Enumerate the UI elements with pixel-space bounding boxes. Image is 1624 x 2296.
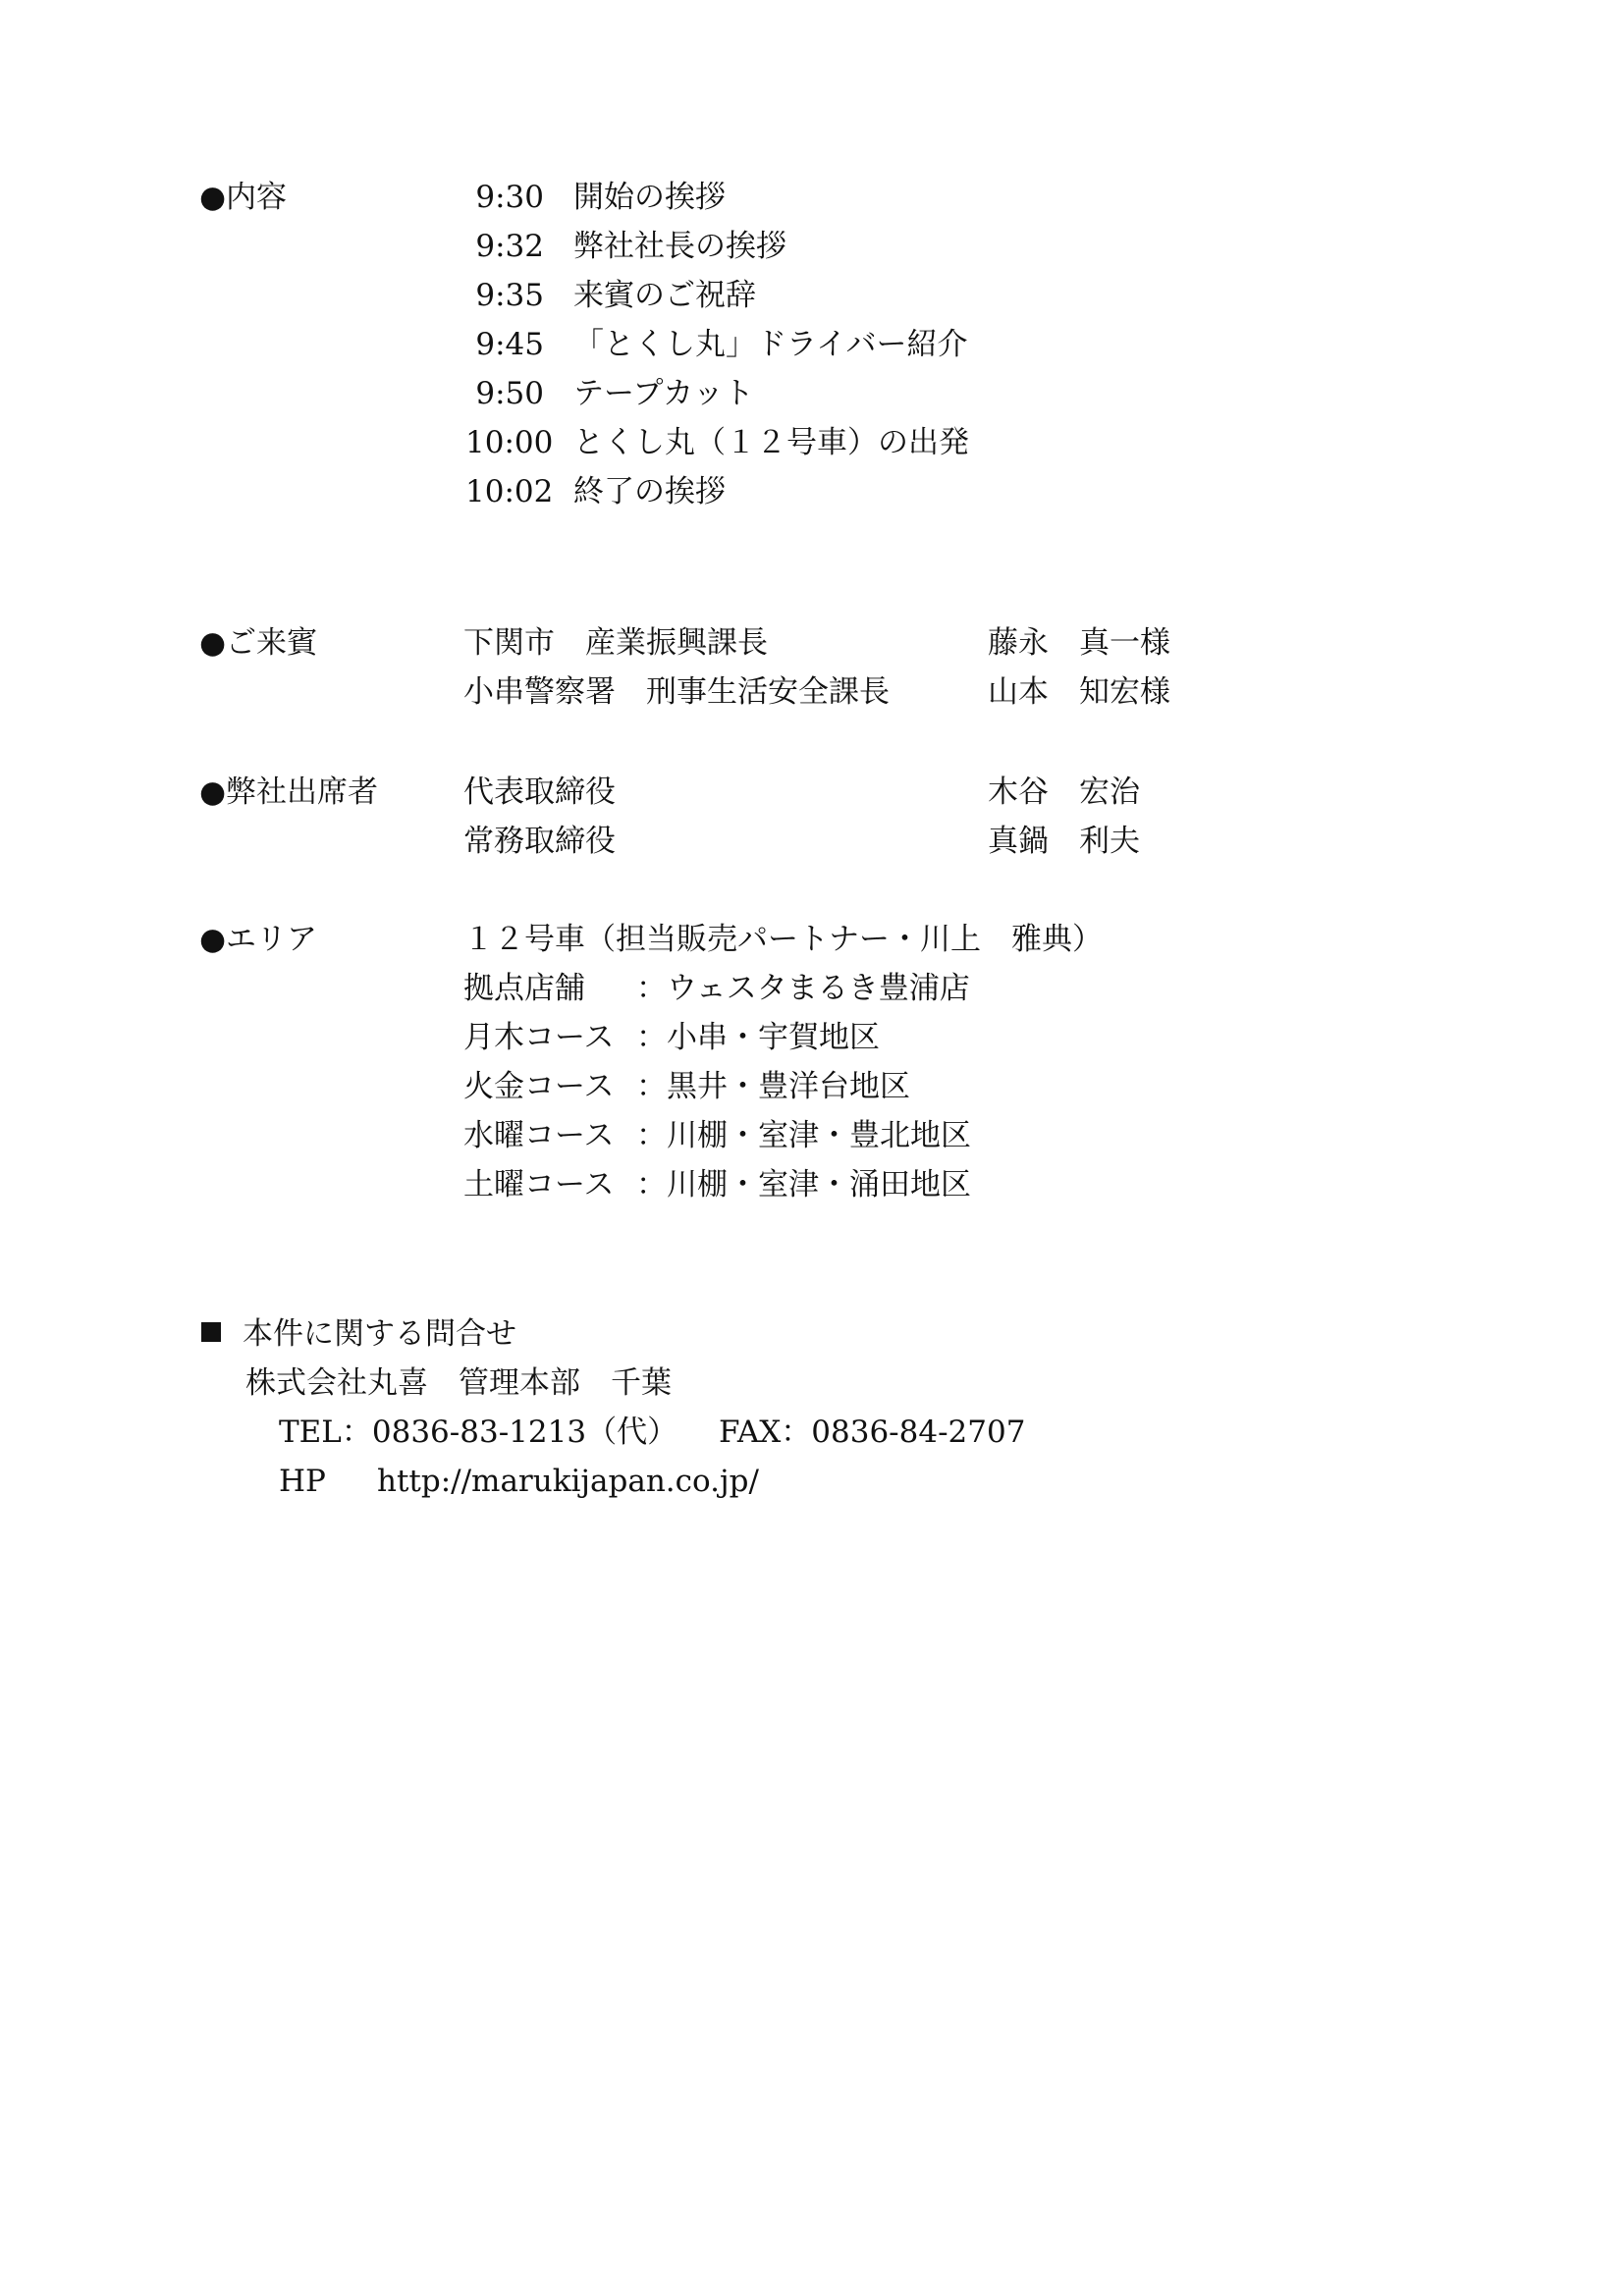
area-row-value: 川棚・室津・豊北地区 — [667, 1118, 971, 1153]
schedule-item — [465, 425, 969, 460]
schedule-item — [465, 376, 754, 411]
area-row-sep: ： — [636, 1167, 667, 1202]
area-row-value: 黒井・豊洋台地区 — [667, 1069, 910, 1104]
contact-hp-link[interactable]: http://marukijapan.co.jp/ — [377, 1464, 759, 1499]
schedule-text: とくし丸（１２号車）の出発 — [573, 425, 969, 460]
area-row-key: 月木コース — [463, 1020, 615, 1055]
area-row — [463, 1069, 910, 1104]
schedule-item — [465, 327, 968, 362]
schedule-text: 終了の挨拶 — [573, 474, 726, 509]
guests-label: ●ご来賓 — [199, 625, 318, 661]
schedule-item — [465, 180, 726, 215]
schedule-time: 10:02 — [465, 474, 554, 509]
area-row-sep: ： — [636, 1020, 667, 1055]
area-row-sep: ： — [636, 1118, 667, 1153]
area-row-sep: ： — [636, 1069, 667, 1104]
attendee-name: 木谷 宏治 — [988, 774, 1140, 810]
contact-tel: TEL：0836-83-1213（代） — [279, 1415, 678, 1450]
schedule-time: 9:30 — [475, 180, 544, 215]
attendee-name: 真鍋 利夫 — [988, 824, 1140, 859]
area-row — [463, 1020, 880, 1055]
contact-fax: FAX：0836-84-2707 — [719, 1415, 1026, 1450]
guest-role: 下関市 産業振興課長 — [463, 625, 768, 661]
area-row — [463, 971, 970, 1006]
area-row — [463, 1167, 971, 1202]
area-row-key: 土曜コース — [463, 1167, 615, 1202]
contact-hp-label: HP — [279, 1464, 326, 1499]
schedule-text: 開始の挨拶 — [573, 180, 726, 215]
area-row-key: 拠点店舗 — [463, 971, 585, 1006]
area-label: ●エリア — [199, 922, 318, 957]
schedule-text: 弊社社長の挨拶 — [573, 229, 786, 264]
schedule-item — [465, 278, 756, 313]
schedule-time: 9:35 — [475, 278, 544, 313]
guest-name: 藤永 真一様 — [988, 625, 1170, 661]
schedule-time: 9:32 — [475, 229, 544, 264]
area-vehicle: １２号車（担当販売パートナー・川上 雅典） — [463, 922, 1103, 957]
guest-name: 山本 知宏様 — [988, 674, 1170, 710]
schedule-text: 来賓のご祝辞 — [573, 278, 756, 313]
schedule-time: 10:00 — [465, 425, 554, 460]
schedule-text: テープカット — [573, 376, 754, 411]
contact-company: 株式会社丸喜 管理本部 千葉 — [245, 1365, 672, 1401]
area-row-key: 水曜コース — [463, 1118, 615, 1153]
schedule-item — [465, 229, 786, 264]
area-row-key: 火金コース — [463, 1069, 615, 1104]
contact-heading-row — [201, 1316, 516, 1352]
square-bullet-icon — [201, 1322, 221, 1342]
schedule-time: 9:50 — [475, 376, 544, 411]
guest-role: 小串警察署 刑事生活安全課長 — [463, 674, 890, 710]
schedule-label: ●内容 — [199, 180, 288, 215]
contact-heading: 本件に関する問合せ — [243, 1316, 516, 1352]
attendee-role: 代表取締役 — [463, 774, 616, 810]
attendee-role: 常務取締役 — [463, 824, 616, 859]
attendees-label: ●弊社出席者 — [199, 774, 379, 810]
schedule-item — [465, 474, 726, 509]
schedule-text: 「とくし丸」ドライバー紹介 — [573, 327, 968, 362]
area-row-value: ウェスタまるき豊浦店 — [667, 971, 970, 1006]
schedule-time: 9:45 — [475, 327, 544, 362]
area-row-value: 小串・宇賀地区 — [667, 1020, 880, 1055]
area-row — [463, 1118, 971, 1153]
area-row-value: 川棚・室津・涌田地区 — [667, 1167, 971, 1202]
area-row-sep: ： — [636, 971, 667, 1006]
